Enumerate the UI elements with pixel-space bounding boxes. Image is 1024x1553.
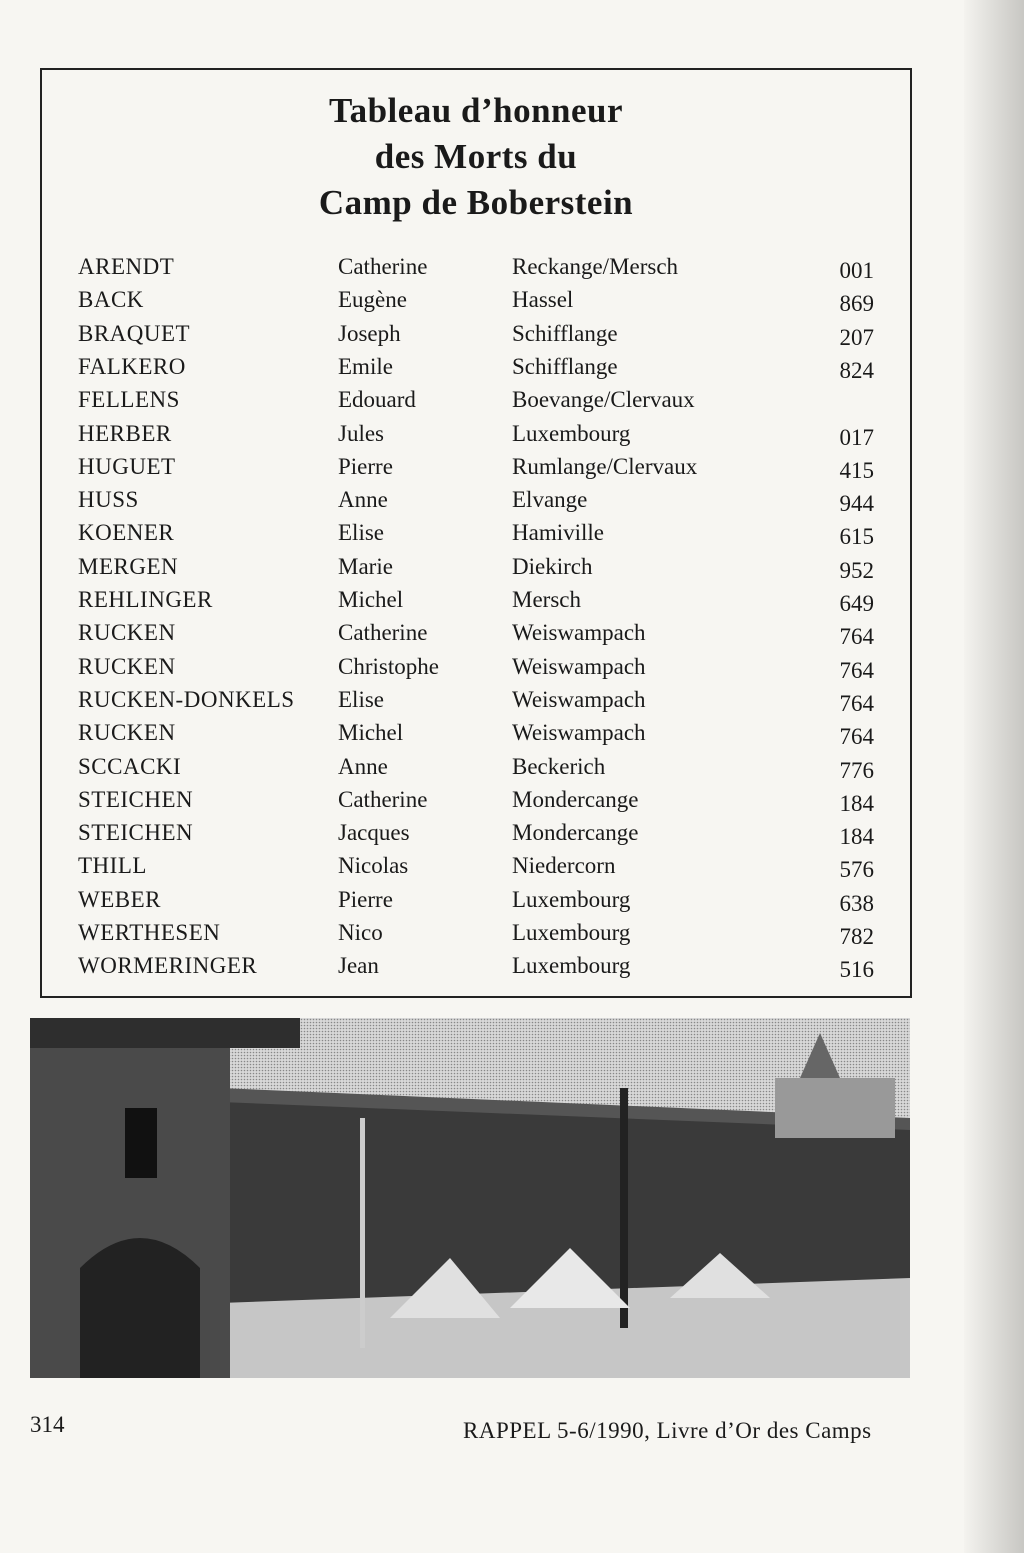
number-cell: 869 — [839, 291, 874, 317]
firstname-cell: Anne — [338, 487, 388, 513]
number-cell: 615 — [839, 524, 874, 550]
surname-cell: RUCKEN-DONKELS — [78, 686, 295, 712]
place-cell: Hassel — [512, 287, 574, 313]
number-cell: 649 — [839, 591, 874, 616]
place-cell: Elvange — [512, 487, 588, 513]
firstname-cell: Nico — [338, 920, 383, 945]
number-cell: 782 — [839, 924, 874, 949]
surname-cell: REHLINGER — [78, 587, 213, 612]
honor-roll-table — [40, 68, 912, 998]
place-cell: Mondercange — [512, 786, 639, 812]
firstname-cell: Marie — [338, 553, 393, 579]
table-row — [42, 620, 910, 653]
surname-cell: HUGUET — [78, 453, 176, 479]
number-cell: 952 — [839, 557, 874, 583]
number-cell: 776 — [839, 757, 874, 783]
place-cell: Mondercange — [512, 820, 639, 846]
title-line: Camp de Boberstein — [318, 183, 634, 222]
place-cell: Weiswampach — [512, 686, 646, 712]
firstname-cell: Edouard — [338, 387, 416, 413]
surname-cell: BACK — [78, 287, 144, 313]
table-row — [42, 587, 910, 620]
table-row — [42, 254, 910, 287]
surname-cell: MERGEN — [78, 553, 179, 579]
number-cell: 764 — [839, 724, 874, 750]
firstname-cell: Elise — [338, 686, 384, 712]
table-row — [42, 720, 910, 753]
number-cell: 944 — [839, 491, 874, 517]
place-cell: Beckerich — [512, 753, 606, 779]
place-cell: Boevange/Clervaux — [512, 387, 695, 413]
number-cell: 516 — [839, 957, 874, 983]
table-row — [42, 487, 910, 520]
firstname-cell: Jacques — [338, 820, 410, 846]
firstname-cell: Pierre — [338, 453, 393, 479]
publication-credit: RAPPEL 5-6/1990, Livre d’Or des Camps — [463, 1418, 872, 1443]
surname-cell: WERTHESEN — [78, 920, 221, 945]
page-title — [42, 88, 910, 226]
firstname-cell: Eugène — [338, 287, 407, 313]
firstname-cell: Joseph — [338, 320, 401, 346]
number-cell: 207 — [839, 324, 874, 350]
number-cell: 184 — [839, 790, 874, 816]
firstname-cell: Christophe — [338, 653, 439, 679]
place-cell: Mersch — [512, 587, 581, 612]
firstname-cell: Michel — [338, 720, 404, 746]
table-row — [42, 387, 910, 420]
surname-cell: BRAQUET — [78, 320, 191, 346]
page-edge-shadow — [964, 0, 1024, 1553]
surname-cell: SCCACKI — [78, 753, 182, 779]
number-cell: 764 — [839, 624, 874, 650]
surname-cell: RUCKEN — [78, 720, 176, 746]
number-cell: 764 — [839, 690, 874, 716]
surname-cell: KOENER — [78, 520, 175, 546]
place-cell: Weiswampach — [512, 620, 646, 646]
surname-cell: HUSS — [78, 487, 139, 513]
surname-cell: ARENDT — [78, 254, 175, 279]
place-cell: Luxembourg — [512, 886, 631, 912]
table-row — [42, 820, 910, 853]
place-cell: Hamiville — [512, 520, 604, 546]
surname-cell: STEICHEN — [78, 786, 194, 812]
table-row — [42, 787, 910, 820]
table-row — [42, 454, 910, 487]
place-cell: Luxembourg — [512, 420, 631, 446]
surname-cell: FELLENS — [78, 387, 180, 413]
place-cell: Schifflange — [512, 320, 618, 346]
table-row — [42, 887, 910, 920]
number-cell: 415 — [839, 457, 874, 483]
firstname-cell: Elise — [338, 520, 384, 546]
firstname-cell: Catherine — [338, 254, 428, 279]
place-cell: Schifflange — [512, 353, 618, 379]
place-cell: Rumlange/Clervaux — [512, 453, 698, 479]
place-cell: Luxembourg — [512, 953, 631, 979]
surname-cell: RUCKEN — [78, 620, 176, 646]
camp-wall-photo — [30, 1018, 910, 1378]
firstname-cell: Jean — [338, 953, 379, 979]
place-cell: Weiswampach — [512, 720, 646, 746]
table-row — [42, 321, 910, 354]
surname-cell: WORMERINGER — [78, 953, 258, 979]
table-row — [42, 953, 910, 986]
number-cell: 576 — [839, 857, 874, 883]
page-number: 314 — [30, 1412, 65, 1437]
number-cell: 184 — [839, 824, 874, 850]
title-line: Tableau d’honneur — [328, 91, 624, 130]
table-row — [42, 354, 910, 387]
place-cell: Weiswampach — [512, 653, 646, 679]
number-cell: 824 — [839, 357, 874, 383]
table-row — [42, 687, 910, 720]
number-cell: 017 — [839, 424, 874, 450]
table-row — [42, 654, 910, 687]
title-line: des Morts du — [374, 137, 578, 176]
surname-cell: RUCKEN — [78, 653, 176, 679]
firstname-cell: Anne — [338, 753, 388, 779]
place-cell: Diekirch — [512, 553, 593, 579]
table-row — [42, 920, 910, 953]
table-row — [42, 853, 910, 886]
surname-cell: HERBER — [78, 420, 172, 446]
table-row — [42, 421, 910, 454]
firstname-cell: Michel — [338, 587, 404, 612]
place-cell: Reckange/Mersch — [512, 254, 679, 279]
number-cell: 001 — [839, 258, 874, 283]
number-cell: 638 — [839, 890, 874, 916]
firstname-cell: Emile — [338, 353, 393, 379]
firstname-cell: Nicolas — [338, 853, 409, 879]
place-cell: Luxembourg — [512, 920, 631, 945]
surname-cell: WEBER — [78, 886, 161, 912]
number-cell: 764 — [839, 657, 874, 683]
surname-cell: FALKERO — [78, 353, 186, 379]
table-row — [42, 754, 910, 787]
firstname-cell: Jules — [338, 420, 384, 446]
surname-cell: THILL — [78, 853, 147, 879]
table-row — [42, 287, 910, 320]
table-row — [42, 520, 910, 553]
firstname-cell: Pierre — [338, 886, 393, 912]
firstname-cell: Catherine — [338, 786, 428, 812]
surname-cell: STEICHEN — [78, 820, 194, 846]
table-row — [42, 554, 910, 587]
firstname-cell: Catherine — [338, 620, 428, 646]
place-cell: Niedercorn — [512, 853, 616, 879]
